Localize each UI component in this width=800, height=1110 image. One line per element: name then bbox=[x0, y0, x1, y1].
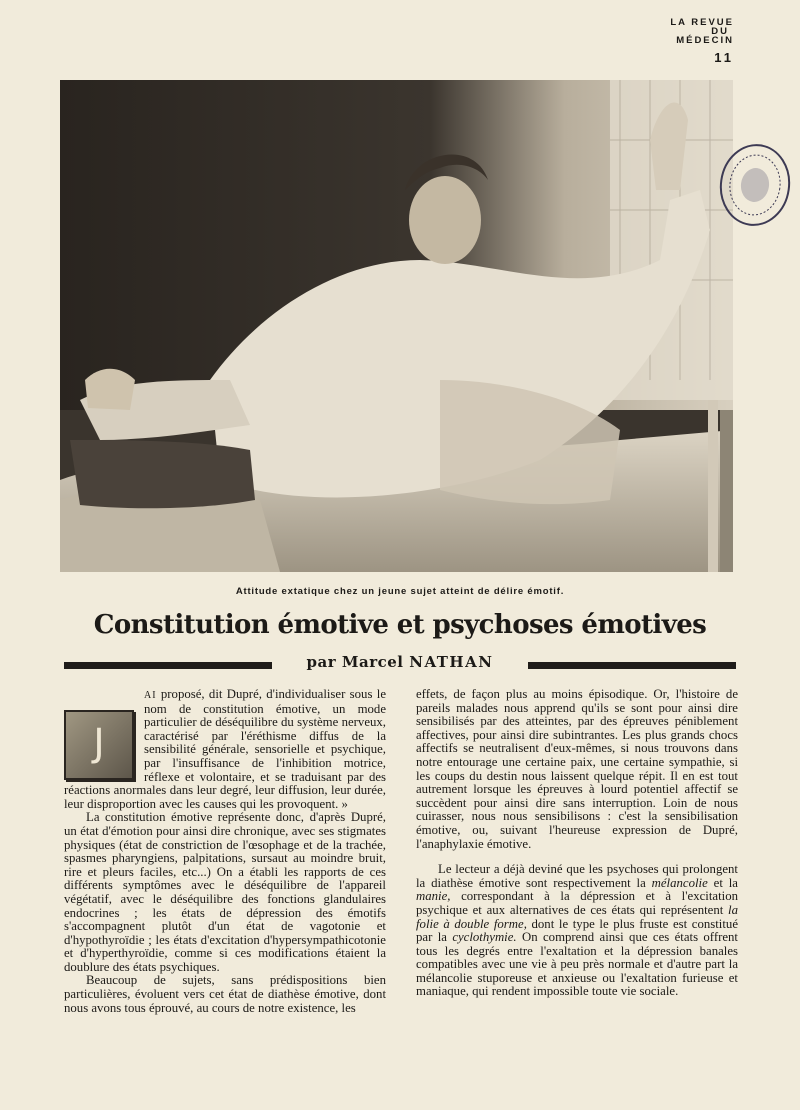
photograph-patient bbox=[60, 80, 733, 572]
author-last-name: NATHAN bbox=[409, 653, 494, 671]
paragraph-text: proposé, dit Dupré, d'individualiser sous le nom de constitution émotive, un mode particulier de déséquilibre du système nerveux, caractérisé par l'éréthisme diffus de la sensibilité générale, sensorielle et psychique, par l'insuffisance de l'inhibition motrice, réflexe et volontaire, et se traduisant par des réactions anormales dans leur degré, leur diffusion, leur durée, leur disproportion avec les causes qui les provoquent. » bbox=[64, 687, 386, 811]
column-left bbox=[64, 688, 386, 1015]
text-run: On comprend ainsi que ces états offrent tous les degrés entre l'exaltation et la dépression banales compatibles avec une vie à peu près normale et d'autre part la mélancolie stuporeuse et anxieuse ou l'exaltation furieuse et maniaque, qui rendent impossible toute vie sociale. bbox=[416, 930, 738, 999]
masthead-line3: MÉDECIN bbox=[676, 35, 734, 46]
library-stamp bbox=[709, 130, 800, 240]
paragraph bbox=[416, 863, 738, 999]
text-run: correspondant à la dépression et à l'excitation psychique et aux alternatives de ces états qui représentent bbox=[416, 889, 738, 917]
drop-cap-tail: AI bbox=[144, 690, 157, 701]
drop-cap-letter: J bbox=[93, 721, 105, 765]
term-cyclothymie: cyclothymie. bbox=[452, 930, 517, 945]
photo-caption: Attitude extatique chez un jeune sujet atteint de délire émotif. bbox=[235, 586, 565, 597]
paragraph: La constitution émotive représente donc, d'après Dupré, un état d'émotion pour ainsi dire chronique, avec ses stigmates physiques (état de constriction de l'œsophage et de la trachée, spasmes pharyngiens, palpitations, sursaut au moindre bruit, rire et pleurs faciles, etc...) On a établi les rapports de ces différents symptômes avec le déséquilibre de l'appareil végétatif, avec le déséquilibre des fonctions glandulaires endocrines ; les états de dépression des émotifs s'accompagnent plutôt d'un état de vagotonie et d'hypothyroïdie ; les états d'excitation d'hypersympathicotonie et d'hyperthyroïdie, comme si ces modifications étaient la doublure des états psychiques. bbox=[64, 810, 386, 974]
article-title: Constitution émotive et psychoses émotives bbox=[93, 610, 707, 640]
masthead-line2: DU bbox=[711, 26, 729, 37]
author-first-name: Marcel bbox=[341, 653, 404, 671]
term-folie-double-forme: la folie à double forme, bbox=[416, 902, 738, 931]
masthead-line1: LA REVUE bbox=[670, 17, 734, 28]
byline-prefix: par bbox=[306, 653, 337, 671]
page-number: 11 bbox=[714, 50, 734, 65]
text-run: dont le type le plus fruste est constitué par la bbox=[416, 916, 738, 945]
title-rule-right bbox=[528, 662, 736, 669]
text-run: et la bbox=[707, 875, 738, 890]
masthead bbox=[670, 18, 734, 45]
term-manie: manie, bbox=[416, 889, 451, 904]
title-rule-left bbox=[64, 662, 272, 669]
paragraph: Beaucoup de sujets, sans prédispositions bien particulières, évoluent vers cet état de diathèse émotive, dont nous avons tous éprouvé, au cours de notre existence, les bbox=[64, 973, 386, 1015]
column-right bbox=[416, 688, 738, 999]
paragraph: effets, de façon plus au moins épisodique. Or, l'histoire de pareils malades nous apprend qu'ils se sont pour ainsi dire sensibilisés par des atteintes, par des épreuves péniblement affectives, pour ainsi dire subintrantes. Les plus grands chocs affectifs se neutralisent d'eux-mêmes, si nous trouvons dans notre entourage une certaine paix, une certaine sympathie, si les coups du destin nous laissent quelque répit. Il en est tout autrement lorsque les épreuves à lourd potentiel affectif se succèdent pour ainsi dire sans interruption. Loin de nous cuirasser, nous nous sensibilisons : c'est la sensibilisation émotive, ou, suivant l'heureuse expression de Dupré, l'anaphylaxie émotive. bbox=[416, 687, 738, 851]
term-melancolie: mélancolie bbox=[651, 875, 708, 890]
byline bbox=[272, 653, 528, 671]
drop-cap bbox=[64, 710, 134, 780]
text-run: Le lecteur a déjà deviné que les psychoses qui prolongent la diathèse émotive sont respectivement la bbox=[416, 862, 738, 890]
